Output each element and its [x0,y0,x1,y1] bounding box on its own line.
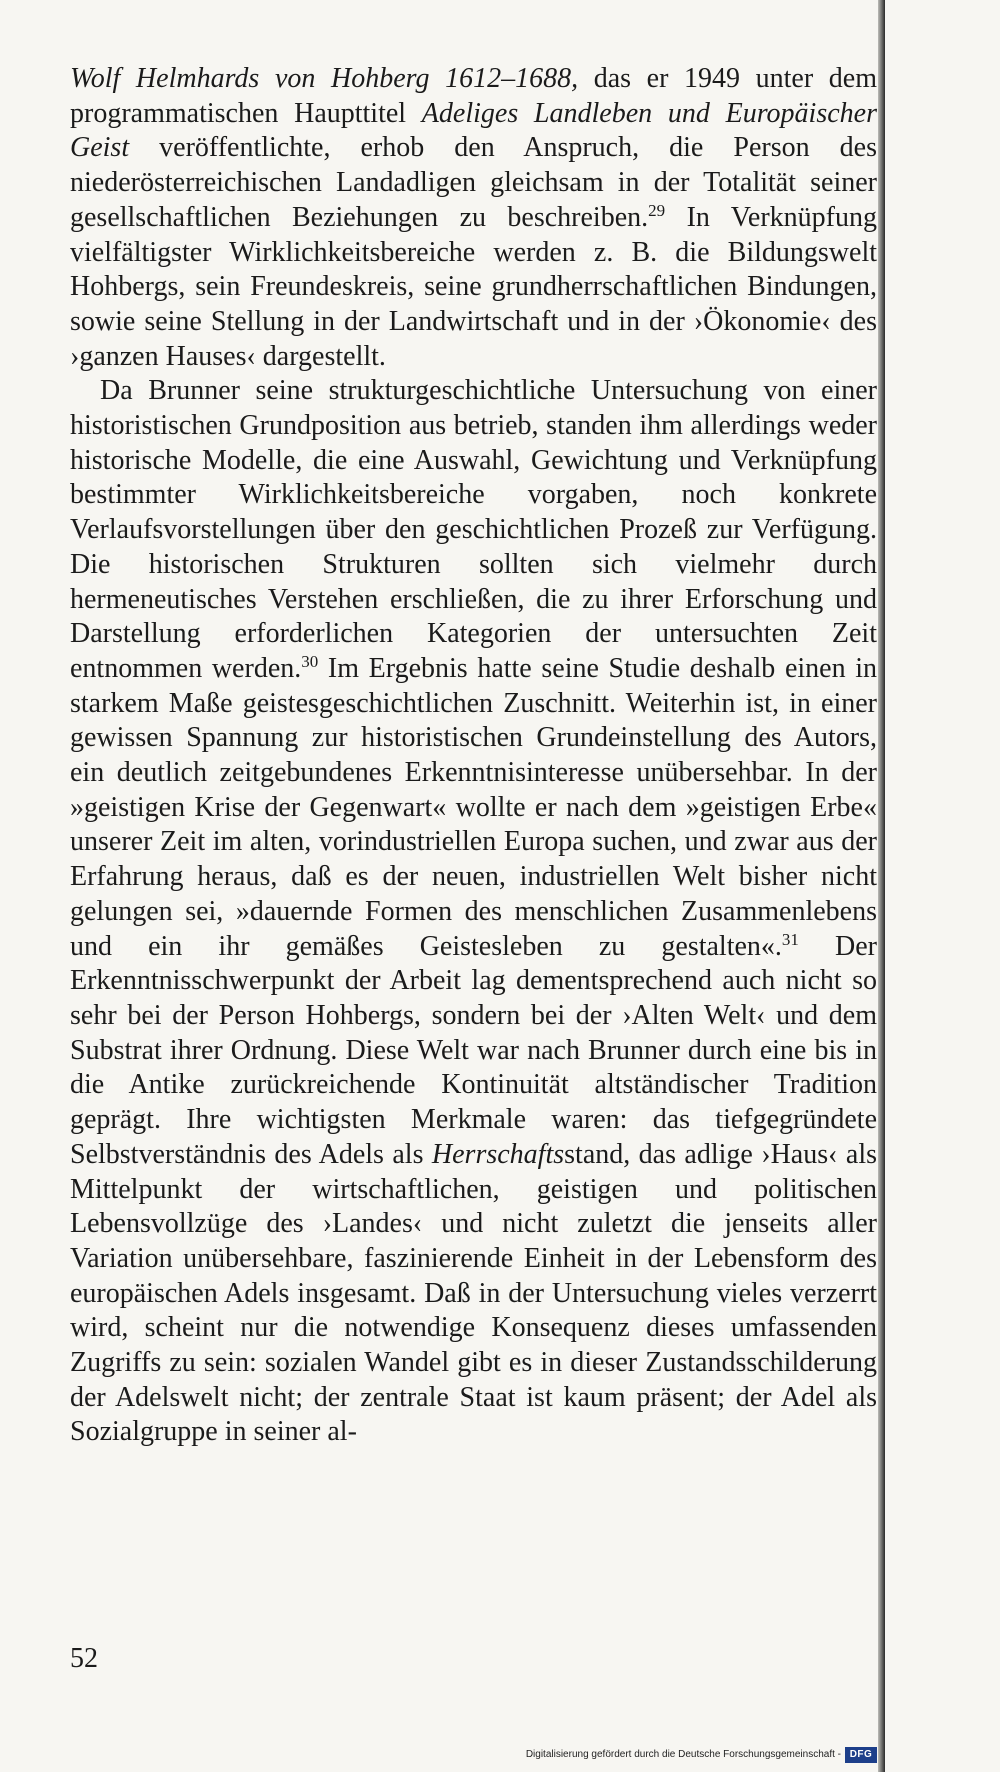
text-span: veröffentlichte, erhob den Anspruch, die Person des niederösterreichischen Landadligen gleichsam in der Totalität seiner gesellschaftlichen Beziehungen zu beschreiben. [70,132,877,233]
text-span: Adeliges Landleben und Europäischer Geist [70,97,877,164]
footnote-ref-31: 31 [781,929,799,949]
footnote-ref-29: 29 [648,200,666,220]
text-span: Im Ergebnis hatte seine Studie deshalb einen in starkem Maße geistesgeschichtlichen Zuschnitt. Weiterhin ist, in einer gewissen Spannung zur historistischen Grundeinstellung des Autors, ein deutlich zeitgebundenes Erkenntnisinteresse unübersehbar. In der »geistigen Krise der Gegenwart« wollte er nach dem »geistigen Erbe« unserer Zeit im alten, vorindustriellen Europa suchen, und zwar aus der Erfahrung heraus, daß es der neuen, industriellen Welt bisher nicht gelungen sei, »dauernde Formen des menschlichen Zusammenlebens und ein ihr gemäßes Geistesleben zu gestalten«. [70,652,878,962]
page-edge-shadow [878,0,885,1772]
text-span: Herrschafts [431,1138,565,1170]
digitization-credit: Digitalisierung gefördert durch die Deutsche Forschungsgemeinschaft - [525,1749,841,1760]
text-span: das er 1949 unter dem programmatischen Haupttitel [70,63,877,129]
footnote-ref-30: 30 [301,651,319,671]
text-span: stand, das adlige ›Haus‹ als Mittelpunkt der wirtschaftlichen, geistigen und politischen Lebensvollzüge des ›Landes‹ und nicht zuletzt die jenseits aller Variation unübersehbare, faszinierende Einheit in der Lebensform des europäischen Adels insgesamt. Daß in der Untersuchung vieles verzerrt wird, scheint nur die notwendige Konsequenz dieses umfassenden Zugriffs zu sein: sozialen Wandel gibt es in dieser Zustandsschilderung der Adelswelt nicht; der zentrale Staat ist kaum präsent; der Adel als Sozialgruppe in seiner al- [70,1138,877,1448]
paragraph-1 [70,62,877,374]
text-span: In Verknüpfung vielfältigster Wirklichkeitsbereiche werden z. B. die Bildungswelt Hohbergs, sein Freundeskreis, seine grundherrschaftlichen Bindungen, sowie seine Stellung in der Landwirtschaft und in der ›Ökonomie‹ des ›ganzen Hauses‹ dargestellt. [70,201,878,372]
body-text [70,62,877,1450]
page-number: 52 [70,1643,98,1674]
text-span: Da Brunner seine strukturgeschichtliche Untersuchung von einer historistischen Grundposition aus betrieb, standen ihm allerdings weder historische Modelle, die eine Auswahl, Gewichtung und Verknüpfung bestimmter Wirklichkeitsbereiche vorgaben, noch konkrete Verlaufsvorstellungen über den geschichtlichen Prozeß zur Verfügung. Die historischen Strukturen sollten sich vielmehr durch hermeneutisches Verstehen erschließen, die zu ihrer Erforschung und Darstellung erforderlichen Kategorien der untersuchten Zeit entnommen werden. [70,375,877,684]
text-span: Wolf Helmhards von Hohberg 1612–1688, [70,63,579,94]
text-span: Der Erkenntnisschwerpunkt der Arbeit lag dementsprechend auch nicht so sehr bei der Person Hohbergs, sondern bei der ›Alten Welt‹ und dem Substrat ihrer Ordnung. Diese Welt war nach Brunner durch eine bis in die Antike zurückreichende Kontinuität altständischer Tradition geprägt. Ihre wichtigsten Merkmale waren: das tiefgegründete Selbstverständnis des Adels als [70,930,877,1170]
dfg-logo: DFG [845,1747,877,1763]
paragraph-2 [70,374,877,1450]
